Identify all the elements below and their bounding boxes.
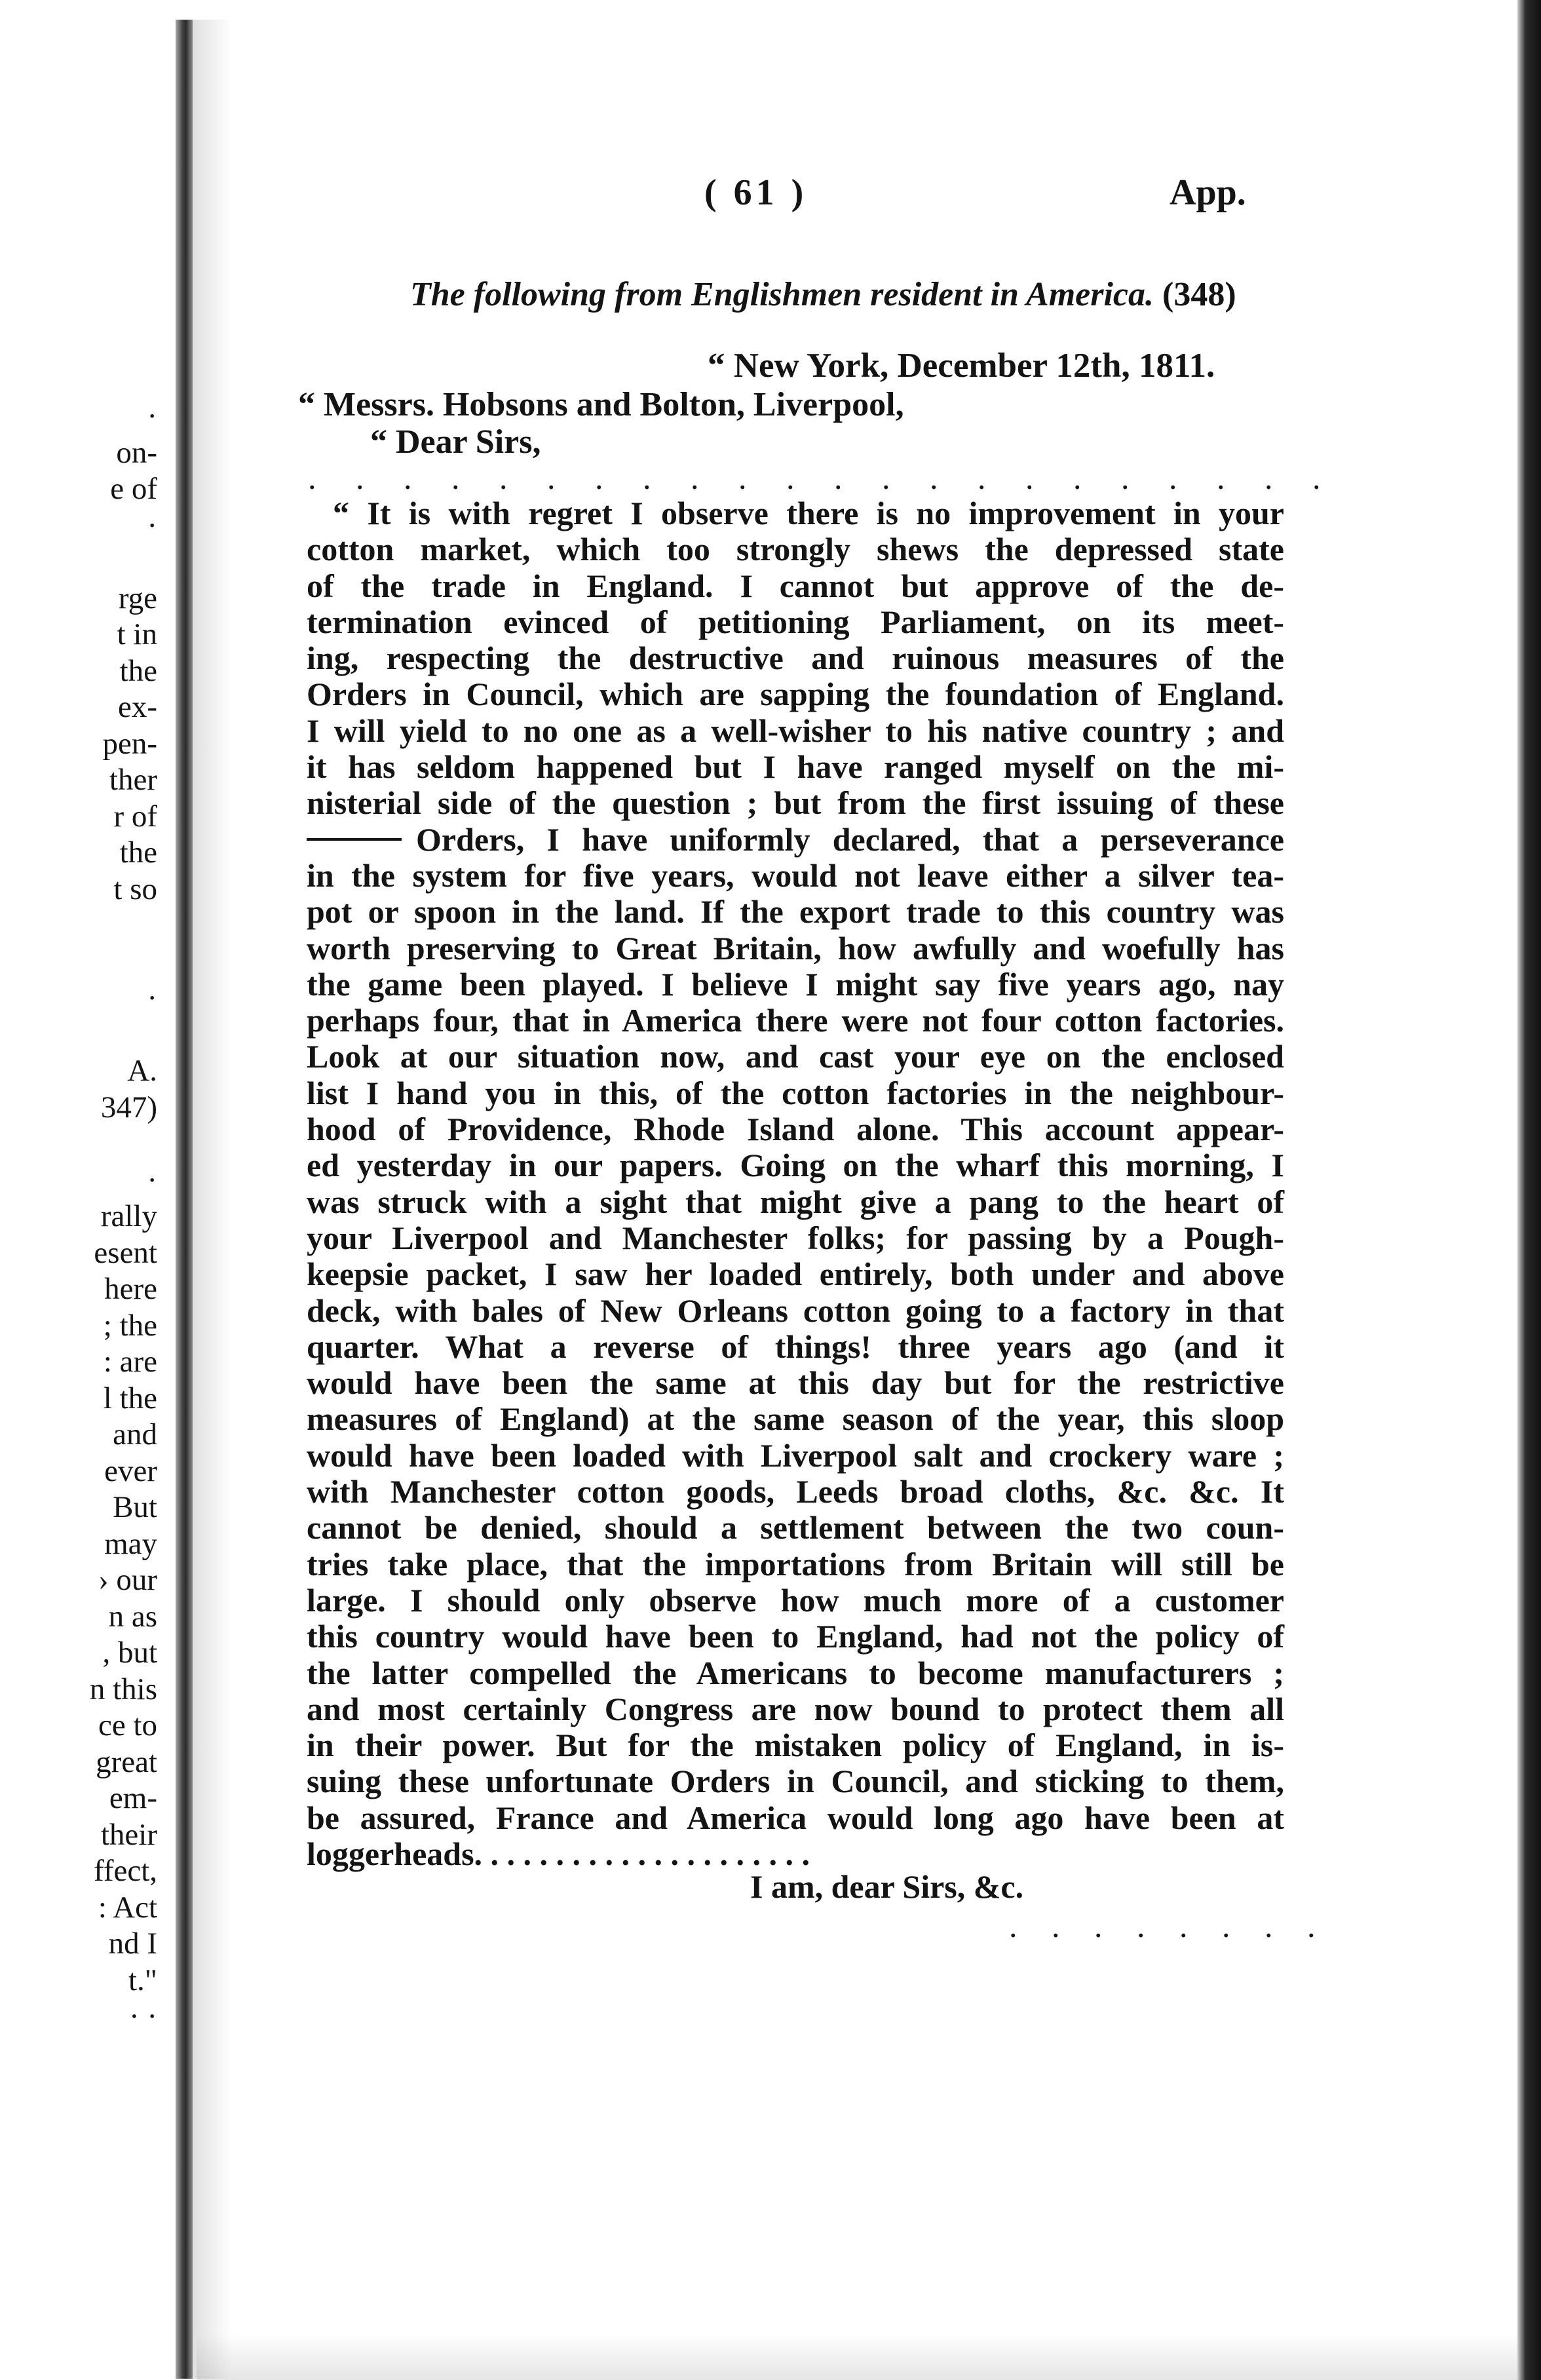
letter-body-line: termination evinced of petitioning Parliament, on its meet- xyxy=(307,603,1284,640)
letter-body-line: perhaps four, that in America there were not four cotton factories. xyxy=(307,1002,1284,1039)
letter-body-line-with-rule xyxy=(307,822,1284,858)
letter-body-line: it has seldom happened but I have ranged myself on the mi- xyxy=(307,748,1284,786)
running-head: App. xyxy=(1170,172,1246,213)
letter-body-line: deck, with bales of New Orleans cotton going to a factory in that xyxy=(307,1292,1284,1329)
letter-body-line: ing, respecting the destructive and ruinous measures of the xyxy=(307,640,1284,677)
letter-body-line: list I hand you in this, of the cotton factories in the neighbour- xyxy=(307,1074,1284,1111)
section-heading-text: The following from Englishmen resident in America. xyxy=(410,276,1154,313)
section-number: (348) xyxy=(1162,276,1236,313)
em-rule xyxy=(307,838,402,841)
letter-body-line: in the system for five years, would not leave either a silver tea- xyxy=(307,856,1284,894)
letter-body-line: would have been the same at this day but for the restrictive xyxy=(307,1364,1284,1402)
ellipsis-row: . . . . . . . . . . . . . . . . . . . . . . xyxy=(308,459,1337,496)
letter-body-line: large. I should only observe how much more of a customer xyxy=(307,1581,1284,1619)
letter-body-line: nisterial side of the question ; but from the first issuing of these xyxy=(307,784,1284,822)
letter-body-line: measures of England) at the same season of the year, this sloop xyxy=(307,1400,1284,1438)
letter-body-line: in their power. But for the mistaken policy of England, in is- xyxy=(307,1727,1284,1764)
letter-closing: I am, dear Sirs, &c. xyxy=(750,1868,1024,1905)
page-number: ( 61 ) xyxy=(704,172,808,213)
letter-body-line: be assured, France and America would long ago have been at xyxy=(307,1799,1284,1836)
facing-page-fragment xyxy=(0,0,177,2380)
section-heading xyxy=(410,275,1236,314)
letter-body-line: would have been loaded with Liverpool salt and crockery ware ; xyxy=(307,1436,1284,1474)
facing-page-text: · on- e of · rge t in the ex- pen- ther r of the t so · A. 347) · rally esent here ; the : are l the and ever But may › our n as , but n this ce to great em- their ffect, : Act nd I t." · · xyxy=(89,399,157,2033)
letter-body-line: worth preserving to Great Britain, how awfully and woefully has xyxy=(307,929,1284,967)
main-page xyxy=(197,0,1517,2380)
letter-body-line: Orders in Council, which are sapping the foundation of England. xyxy=(307,676,1284,713)
letter-body-line: cannot be denied, should a settlement between the two coun- xyxy=(307,1509,1284,1546)
closing-ellipsis: . . . . . . . . xyxy=(1009,1908,1329,1944)
letter-body-line: the latter compelled the Americans to become manufacturers ; xyxy=(307,1654,1284,1691)
letter-body-line: ed yesterday in our papers. Going on the wharf this morning, I xyxy=(307,1147,1284,1184)
letter-body-line: with Manchester cotton goods, Leeds broad cloths, &c. &c. It xyxy=(307,1473,1284,1510)
letter-body-line: I will yield to no one as a well-wisher to his native country ; and xyxy=(307,712,1284,749)
letter-body-line: suing these unfortunate Orders in Council, and sticking to them, xyxy=(307,1763,1284,1800)
letter-body-line: tries take place, that the importations from Britain will still be xyxy=(307,1545,1284,1583)
letter-body-line: quarter. What a reverse of things! three years ago (and it xyxy=(307,1328,1284,1365)
letter-body-line: was struck with a sight that might give a pang to the heart of xyxy=(307,1183,1284,1220)
letter-body-line: and most certainly Congress are now bound to protect them all xyxy=(307,1690,1284,1727)
letter-addressee: “ Messrs. Hobsons and Bolton, Liverpool, xyxy=(298,386,904,423)
letter-body-line: Orders, I have uniformly declared, that a perseverance xyxy=(416,820,1284,858)
letter-dateline: “ New York, December 12th, 1811. xyxy=(708,347,1215,385)
letter-salutation: “ Dear Sirs, xyxy=(370,423,541,461)
letter-body-line: “ It is with regret I observe there is no improvement in your xyxy=(333,495,1284,531)
book-gutter xyxy=(176,20,193,2379)
letter-body-line: this country would have been to England, had not the policy of xyxy=(307,1618,1284,1655)
letter-body-line: loggerheads. . . . . . . . . . . . . . . . . . . . . xyxy=(307,1835,810,1872)
letter-body xyxy=(307,495,1284,1872)
letter-body-line: Look at our situation now, and cast your eye on the enclosed xyxy=(307,1038,1284,1075)
letter-body-line: of the trade in England. I cannot but approve of the de- xyxy=(307,567,1284,604)
letter-body-line: the game been played. I believe I might say five years ago, nay xyxy=(307,965,1284,1003)
page-edge-right xyxy=(1517,0,1541,2380)
letter-body-line: cotton market, which too strongly shews the depressed state xyxy=(307,531,1284,568)
letter-body-line: your Liverpool and Manchester folks; for passing by a Pough- xyxy=(307,1219,1284,1256)
letter-body-line: keepsie packet, I saw her loaded entirely, both under and above xyxy=(307,1256,1284,1293)
page-header xyxy=(197,172,1517,218)
letter-body-line: hood of Providence, Rhode Island alone. This account appear- xyxy=(307,1111,1284,1148)
letter-body-line: pot or spoon in the land. If the export trade to this country was xyxy=(307,893,1284,931)
